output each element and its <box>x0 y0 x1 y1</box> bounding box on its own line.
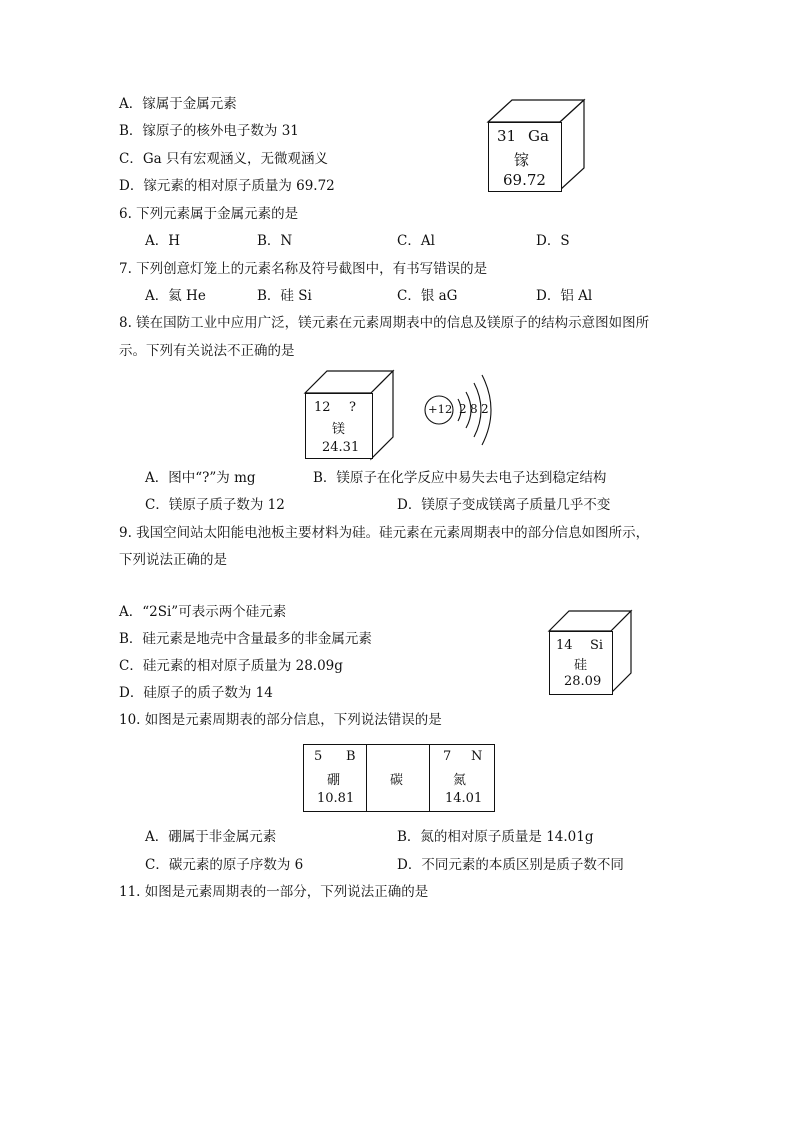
q10-option-b: B．氮的相对原子质量是 14.01g <box>397 829 594 845</box>
nitrogen-atomic-number: 7 <box>443 749 452 764</box>
q8-option-d: D．镁原子变成镁离子质量几乎不变 <box>397 497 611 513</box>
q6-stem: 6. 下列元素属于金属元素的是 <box>119 206 299 222</box>
magnesium-nucleus-charge: +12 <box>428 402 453 416</box>
magnesium-symbol-unknown: ? <box>349 400 356 415</box>
q10-stem: 10. 如图是元素周期表的部分信息，下列说法错误的是 <box>119 712 442 728</box>
carbon-name: 碳 <box>390 773 404 788</box>
q9-stem-line2: 下列说法正确的是 <box>119 552 227 568</box>
silicon-atomic-number: 14 <box>556 638 573 653</box>
table-divider-1 <box>366 745 367 811</box>
gallium-atomic-number: 31 <box>497 127 517 145</box>
boron-symbol: B <box>346 749 356 764</box>
table-divider-2 <box>429 745 430 811</box>
q5-option-b: B．镓原子的核外电子数为 31 <box>119 123 299 139</box>
q10-option-a: A．硼属于非金属元素 <box>145 829 277 845</box>
magnesium-mass: 24.31 <box>322 440 360 455</box>
gallium-symbol: Ga <box>528 127 549 145</box>
silicon-name: 硅 <box>574 658 588 673</box>
q9-option-b: B．硅元素是地壳中含量最多的非金属元素 <box>119 631 372 647</box>
q9-option-c: C．硅元素的相对原子质量为 28.09g <box>119 658 343 674</box>
gallium-name: 镓 <box>514 151 530 169</box>
q8-option-a: A．图中“?”为 mg <box>145 470 256 486</box>
q7-option-a: A．氦 He <box>145 288 206 304</box>
q11-stem: 11. 如图是元素周期表的一部分，下列说法正确的是 <box>119 884 429 900</box>
q7-option-b: B．硅 Si <box>257 288 312 304</box>
q6-option-c: C．Al <box>397 233 435 249</box>
shell-3-electrons: 2 <box>481 402 489 416</box>
q8-option-b: B．镁原子在化学反应中易失去电子达到稳定结构 <box>313 470 607 486</box>
q9-stem-line1: 9. 我国空间站太阳能电池板主要材料为硅。硅元素在元素周期表中的部分信息如图所示， <box>119 525 650 541</box>
nitrogen-mass: 14.01 <box>445 791 483 806</box>
q8-stem-line2: 示。下列有关说法不正确的是 <box>119 343 295 359</box>
q6-option-d: D．S <box>536 233 570 249</box>
q10-option-c: C．碳元素的原子序数为 6 <box>145 857 304 873</box>
silicon-symbol: Si <box>590 638 604 653</box>
magnesium-name: 镁 <box>332 422 346 437</box>
q9-option-d: D．硅原子的质子数为 14 <box>119 685 273 701</box>
q6-option-b: B．N <box>257 233 293 249</box>
gallium-mass: 69.72 <box>503 171 546 189</box>
q7-stem: 7. 下列创意灯笼上的元素名称及符号截图中，有书写错误的是 <box>119 261 488 277</box>
q7-option-d: D．铝 Al <box>536 288 593 304</box>
q8-option-c: C．镁原子质子数为 12 <box>145 497 285 513</box>
q6-option-a: A．H <box>145 233 181 249</box>
silicon-mass: 28.09 <box>564 674 602 689</box>
magnesium-atomic-number: 12 <box>314 400 331 415</box>
q8-stem-line1: 8. 镁在国防工业中应用广泛，镁元素在元素周期表中的信息及镁原子的结构示意图如图所 <box>119 315 650 331</box>
q5-option-a: A．镓属于金属元素 <box>119 96 237 112</box>
q5-option-d: D．镓元素的相对原子质量为 69.72 <box>119 178 335 194</box>
q10-option-d: D．不同元素的本质区别是质子数不同 <box>397 857 624 873</box>
nitrogen-name: 氮 <box>453 773 467 788</box>
boron-name: 硼 <box>327 773 341 788</box>
boron-atomic-number: 5 <box>314 749 323 764</box>
shell-1-electrons: 2 <box>459 402 467 416</box>
q9-option-a: A．“2Si”可表示两个硅元素 <box>119 604 287 620</box>
q5-option-c: C．Ga 只有宏观涵义，无微观涵义 <box>119 151 328 167</box>
boron-mass: 10.81 <box>317 791 355 806</box>
nitrogen-symbol: N <box>471 749 483 764</box>
shell-2-electrons: 8 <box>470 402 478 416</box>
q7-option-c: C．银 aG <box>397 288 458 304</box>
